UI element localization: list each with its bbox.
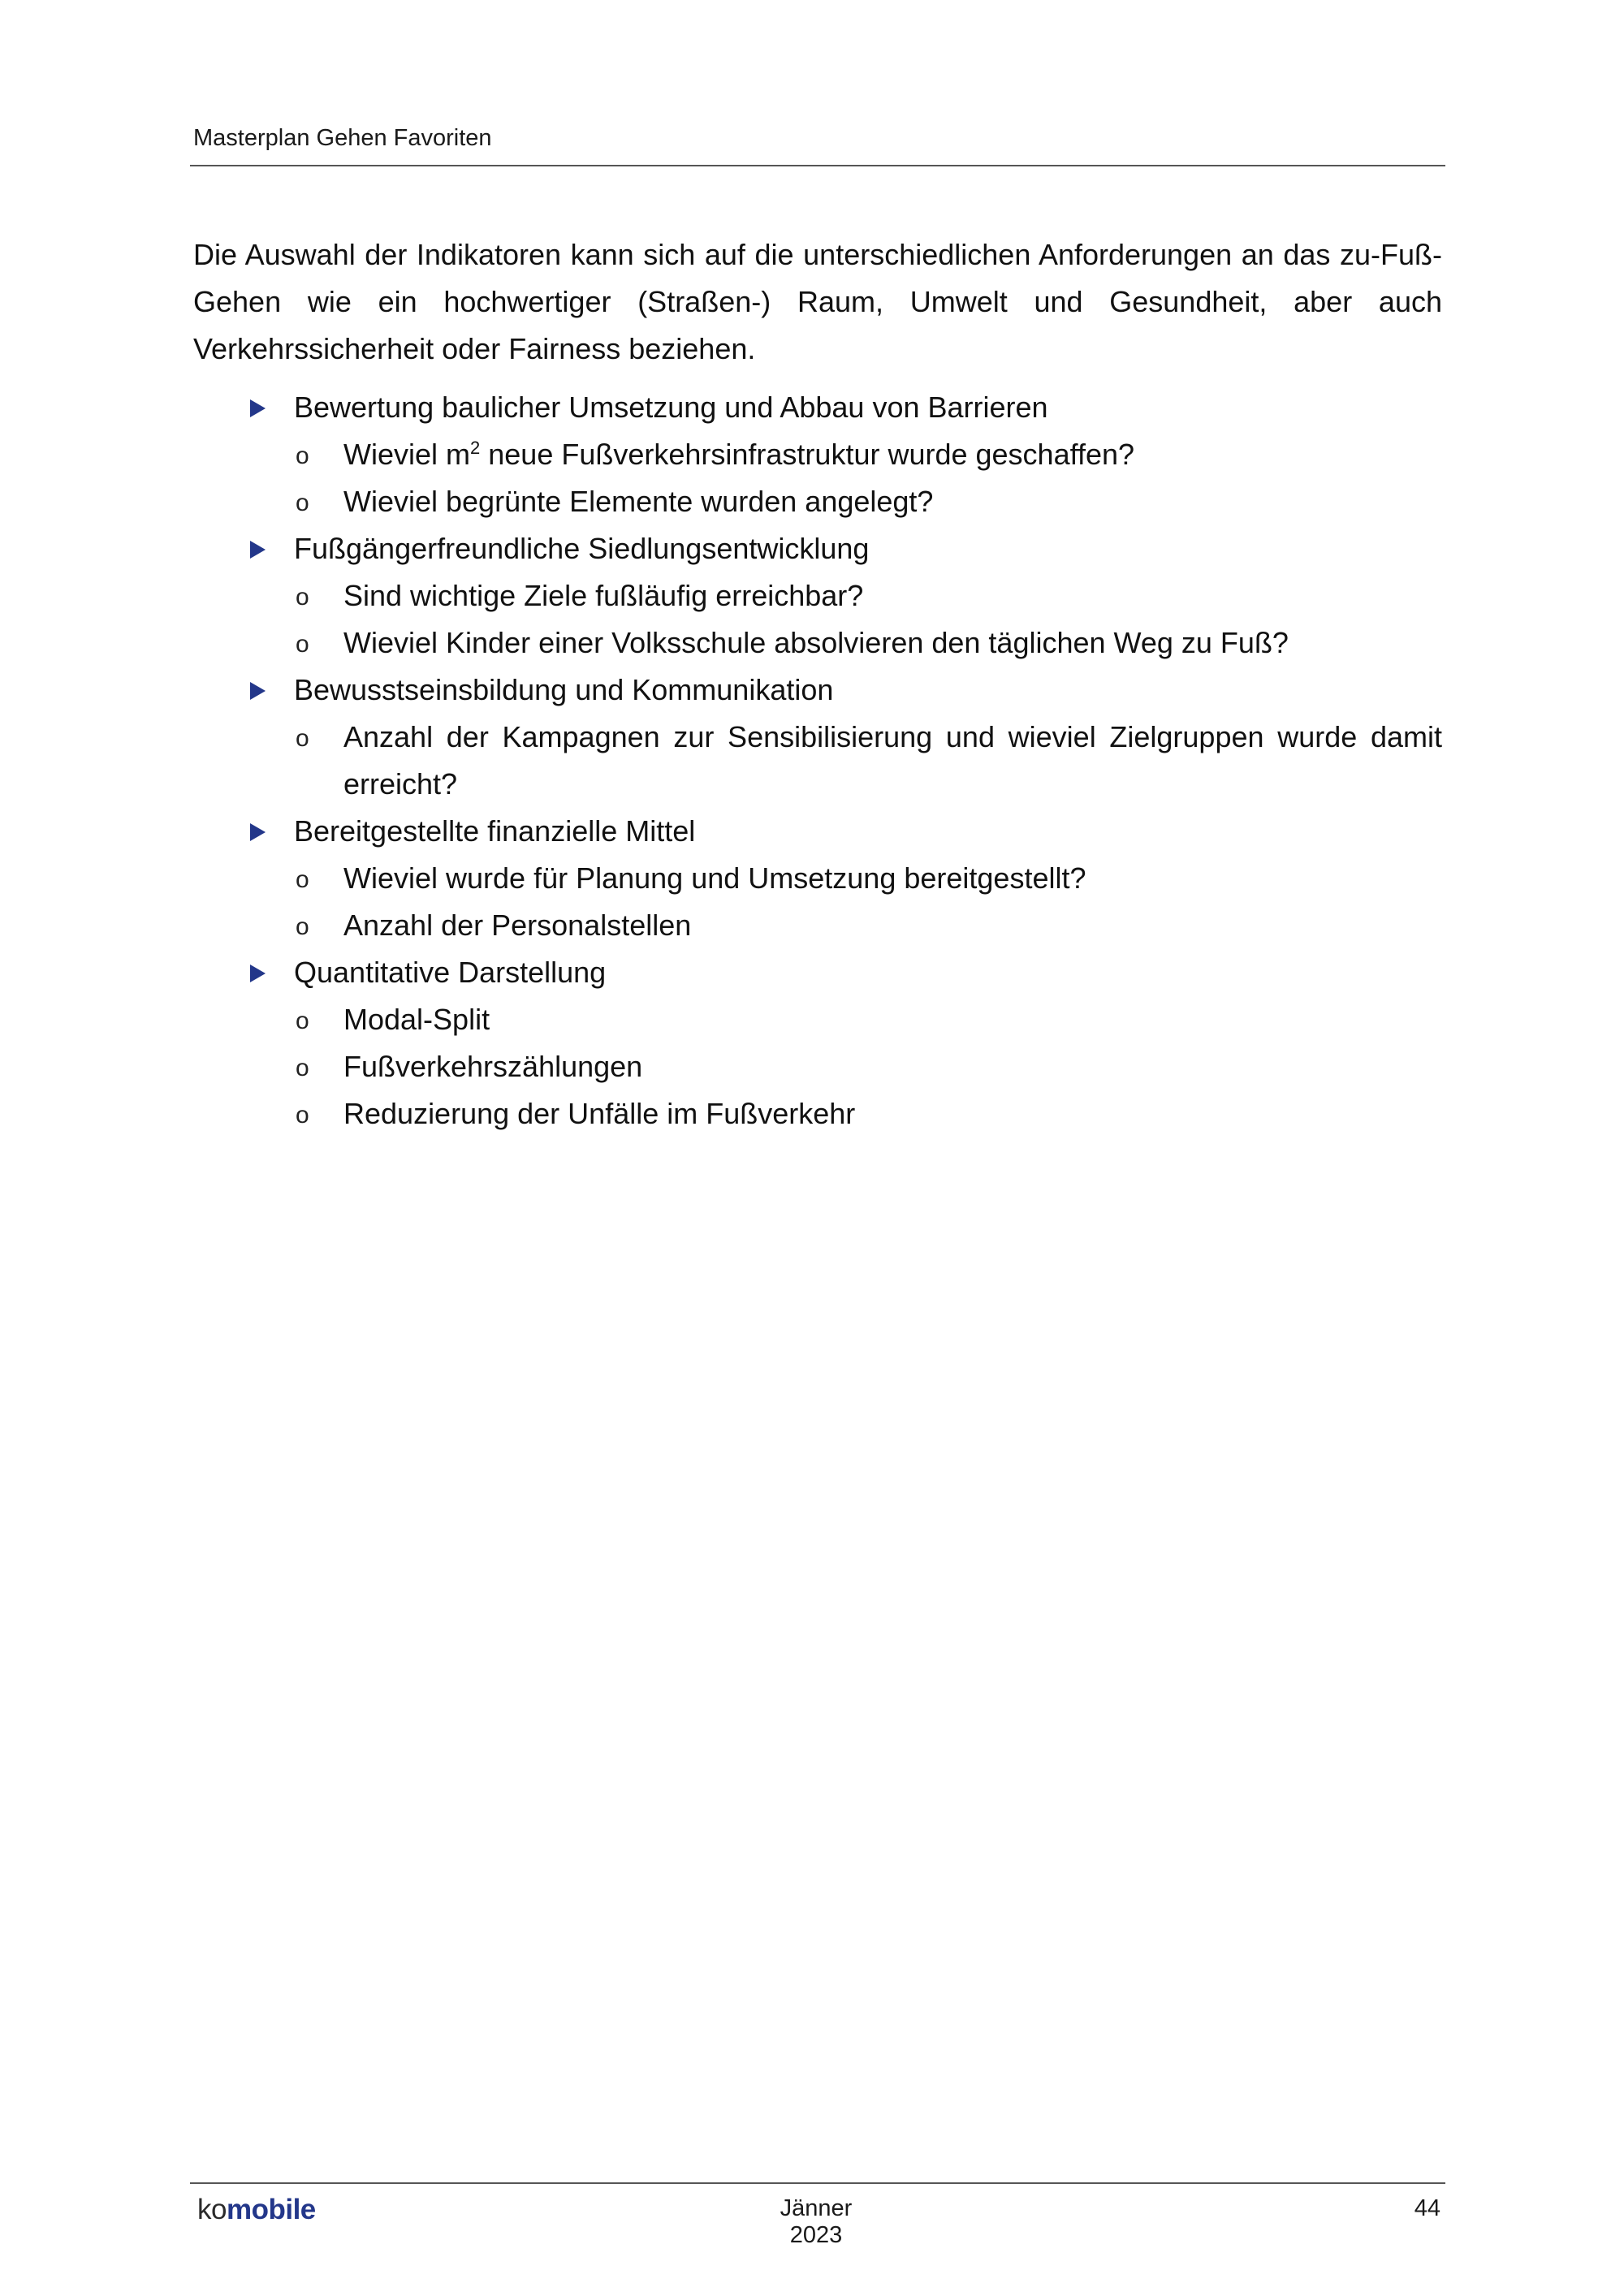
list-item xyxy=(193,949,1442,996)
triangle-right-icon xyxy=(250,682,266,700)
sub-list-item xyxy=(193,714,1442,808)
sub-item-text: Wieviel Kinder einer Volksschule absolvieren den täglichen Weg zu Fuß? xyxy=(343,626,1289,659)
sub-item-text: Wieviel begrünte Elemente wurden angelegt? xyxy=(343,485,934,518)
circle-bullet-icon: o xyxy=(296,490,309,516)
footer-date: Jänner 2023 xyxy=(780,2195,853,2248)
footer-divider xyxy=(190,2182,1445,2184)
sub-list-item xyxy=(193,1043,1442,1090)
circle-bullet-icon: o xyxy=(296,725,309,752)
sub-list-item xyxy=(193,619,1442,667)
intro-paragraph: Die Auswahl der Indikatoren kann sich auf die unterschiedlichen Anforderungen an das zu-Fuß-Gehen wie ein hochwertiger (Straßen-) Raum, Umwelt und Gesundheit, aber auch Verkehrssicherheit oder Fairness beziehen. xyxy=(193,238,1442,365)
list-item xyxy=(193,808,1442,855)
circle-bullet-icon: o xyxy=(296,1055,309,1081)
circle-bullet-icon: o xyxy=(296,1102,309,1129)
list-item xyxy=(193,525,1442,572)
circle-bullet-icon: o xyxy=(296,866,309,893)
circle-bullet-icon: o xyxy=(296,1008,309,1034)
triangle-right-icon xyxy=(250,823,266,841)
sub-item-text: Anzahl der Kampagnen zur Sensibilisierung und wieviel Zielgruppen wurde damit erreicht? xyxy=(343,720,1442,801)
sub-list-item xyxy=(193,996,1442,1043)
circle-bullet-icon: o xyxy=(296,584,309,611)
page-number: 44 xyxy=(1414,2195,1440,2221)
list-item-label: Quantitative Darstellung xyxy=(294,956,607,989)
circle-bullet-icon: o xyxy=(296,913,309,940)
sub-list-item xyxy=(193,478,1442,525)
sub-item-text: Fußverkehrszählungen xyxy=(343,1050,643,1083)
circle-bullet-icon: o xyxy=(296,631,309,658)
list-item-label: Fußgängerfreundliche Siedlungsentwicklung xyxy=(294,532,870,565)
sub-list-item xyxy=(193,572,1442,619)
triangle-right-icon xyxy=(250,541,266,559)
sub-list-item xyxy=(193,431,1442,478)
sub-item-text: Wieviel $m^2$ neue Fußverkehrsinfrastruktur wurde geschaffen? xyxy=(343,438,1135,471)
list-item-label: Bewertung baulicher Umsetzung und Abbau von Barrieren xyxy=(294,391,1048,424)
komobile-logo: komobile xyxy=(197,2194,316,2225)
list-item xyxy=(193,384,1442,431)
indicator-list xyxy=(193,384,1442,1137)
triangle-right-icon xyxy=(250,399,266,417)
triangle-right-icon xyxy=(250,965,266,982)
sub-item-text: Sind wichtige Ziele fußläufig erreichbar? xyxy=(343,579,864,612)
list-item-label: Bewusstseinsbildung und Kommunikation xyxy=(294,673,834,706)
sub-item-text: Reduzierung der Unfälle im Fußverkehr xyxy=(343,1097,856,1130)
list-item xyxy=(193,667,1442,714)
sub-list-item xyxy=(193,1090,1442,1137)
sub-item-text: Modal-Split xyxy=(343,1003,490,1036)
superscript-2: 2 xyxy=(470,438,481,458)
circle-bullet-icon: o xyxy=(296,442,309,469)
sub-item-text: Wieviel wurde für Planung und Umsetzung bereitgestellt? xyxy=(343,861,1086,895)
list-item-label: Bereitgestellte finanzielle Mittel xyxy=(294,814,696,848)
sub-list-item xyxy=(193,855,1442,902)
header-divider xyxy=(190,165,1445,166)
sub-list-item xyxy=(193,902,1442,949)
running-header-title: Masterplan Gehen Favoriten xyxy=(193,125,492,151)
sub-item-text: Anzahl der Personalstellen xyxy=(343,908,692,942)
